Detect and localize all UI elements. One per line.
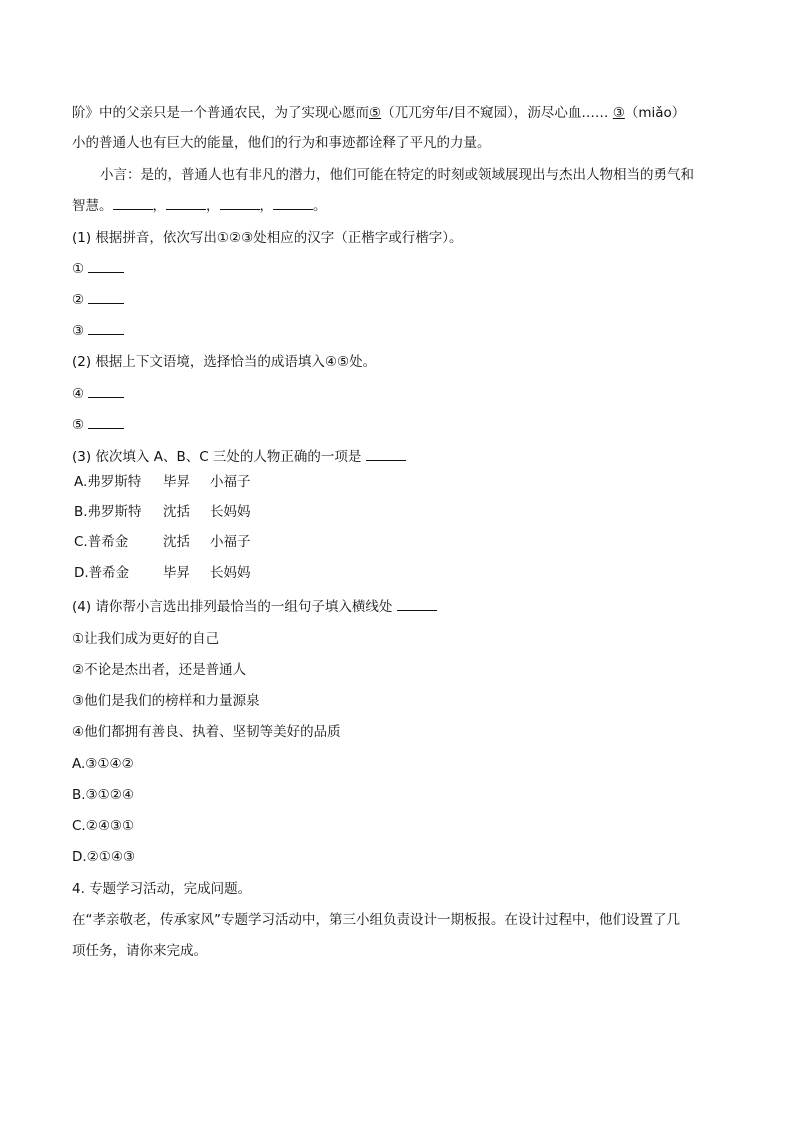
para2-line1: 小言：是的，普通人也有非凡的潜力，他们可能在特定的时刻或领域展现出与杰出人物相当的勇气和 xyxy=(100,167,694,183)
option-b: 沈括 xyxy=(163,534,190,550)
q1-answer-2 xyxy=(72,291,124,309)
q4-option-c[interactable]: C.②④③① xyxy=(72,818,135,834)
answer-blank-3[interactable] xyxy=(220,197,260,210)
q2-answer-4 xyxy=(72,385,124,403)
q3-prompt xyxy=(72,448,406,466)
option-c: 小福子 xyxy=(210,534,251,550)
section4-title: 4. 专题学习活动，完成问题。 xyxy=(72,881,252,897)
q3-option-d[interactable] xyxy=(74,564,251,582)
q4-option-d[interactable]: D.②①④③ xyxy=(72,849,136,865)
q1-answer-3 xyxy=(72,322,124,340)
option-c: 长妈妈 xyxy=(210,565,251,581)
section4-line1: 在“孝亲敬老，传承家风”专题学习活动中，第三小组负责设计一期板报。在设计过程中，他们设置了几 xyxy=(72,912,680,928)
para1-line2: 小的普通人也有巨大的能量，他们的行为和事迹都诠释了平凡的力量。 xyxy=(72,135,491,151)
comma: ， xyxy=(259,198,273,214)
para1-text-a: 阶》中的父亲只是一个普通农民，为了实现心愿而 xyxy=(72,105,369,121)
q4-option-b[interactable]: B.③①②④ xyxy=(72,787,134,803)
option-c: 小福子 xyxy=(210,474,251,490)
answer-label: ③ xyxy=(72,323,85,339)
q2-prompt: (2) 根据上下文语境，选择恰当的成语填入④⑤处。 xyxy=(72,354,377,370)
answer-label: ① xyxy=(72,261,85,277)
answer-blank-1[interactable] xyxy=(113,197,153,210)
para1-pinyin: （miǎo） xyxy=(624,105,686,121)
option-label: D.普希金 xyxy=(74,565,130,581)
section4-line2: 项任务，请你来完成。 xyxy=(72,943,207,959)
q1-answer-1 xyxy=(72,260,124,278)
answer-label: ⑤ xyxy=(72,417,85,433)
q3-option-c[interactable] xyxy=(74,533,251,551)
q3-prompt-text: (3) 依次填入 A、B、C 三处的人物正确的一项是 xyxy=(72,449,362,465)
answer-blank-4[interactable] xyxy=(273,197,313,210)
q1-prompt: (1) 根据拼音，依次写出①②③处相应的汉字（正楷字或行楷字）。 xyxy=(72,230,463,246)
q4-sentence-4: ④他们都拥有善良、执着、坚韧等美好的品质 xyxy=(72,724,341,740)
option-label: C.普希金 xyxy=(74,534,129,550)
period: 。 xyxy=(313,198,327,214)
option-b: 毕昇 xyxy=(163,474,190,490)
para2-text: 智慧。 xyxy=(72,198,113,214)
para2-line2 xyxy=(72,197,327,215)
answer-line[interactable] xyxy=(88,291,124,304)
answer-line[interactable] xyxy=(366,448,406,461)
option-b: 沈括 xyxy=(163,504,190,520)
blank-marker-3: ③ xyxy=(612,105,625,121)
blank-marker-5: ⑤ xyxy=(369,105,382,121)
comma: ， xyxy=(152,198,166,214)
q4-option-a[interactable]: A.③①④② xyxy=(72,756,134,772)
comma: ， xyxy=(206,198,220,214)
option-c: 长妈妈 xyxy=(210,504,251,520)
answer-line[interactable] xyxy=(88,416,124,429)
q4-sentence-3: ③他们是我们的榜样和力量源泉 xyxy=(72,693,260,709)
answer-line[interactable] xyxy=(88,260,124,273)
option-label: B.弗罗斯特 xyxy=(74,504,142,520)
answer-line[interactable] xyxy=(397,598,437,611)
q2-answer-5 xyxy=(72,416,124,434)
q4-sentence-2: ②不论是杰出者，还是普通人 xyxy=(72,662,247,678)
answer-label: ② xyxy=(72,292,85,308)
answer-label: ④ xyxy=(72,386,85,402)
q3-option-b[interactable] xyxy=(74,503,251,521)
q4-prompt-text: (4) 请你帮小言选出排列最恰当的一组句子填入横线处 xyxy=(72,599,393,615)
option-b: 毕昇 xyxy=(163,565,190,581)
para1-line1 xyxy=(72,104,685,122)
answer-line[interactable] xyxy=(88,322,124,335)
answer-blank-2[interactable] xyxy=(166,197,206,210)
option-label: A.弗罗斯特 xyxy=(74,474,142,490)
q3-option-a[interactable] xyxy=(74,473,251,491)
answer-line[interactable] xyxy=(88,385,124,398)
q4-sentence-1: ①让我们成为更好的自己 xyxy=(72,631,220,647)
q4-prompt xyxy=(72,598,437,616)
para1-text-b: （兀兀穷年/目不窥园），沥尽心血…… xyxy=(381,105,609,121)
